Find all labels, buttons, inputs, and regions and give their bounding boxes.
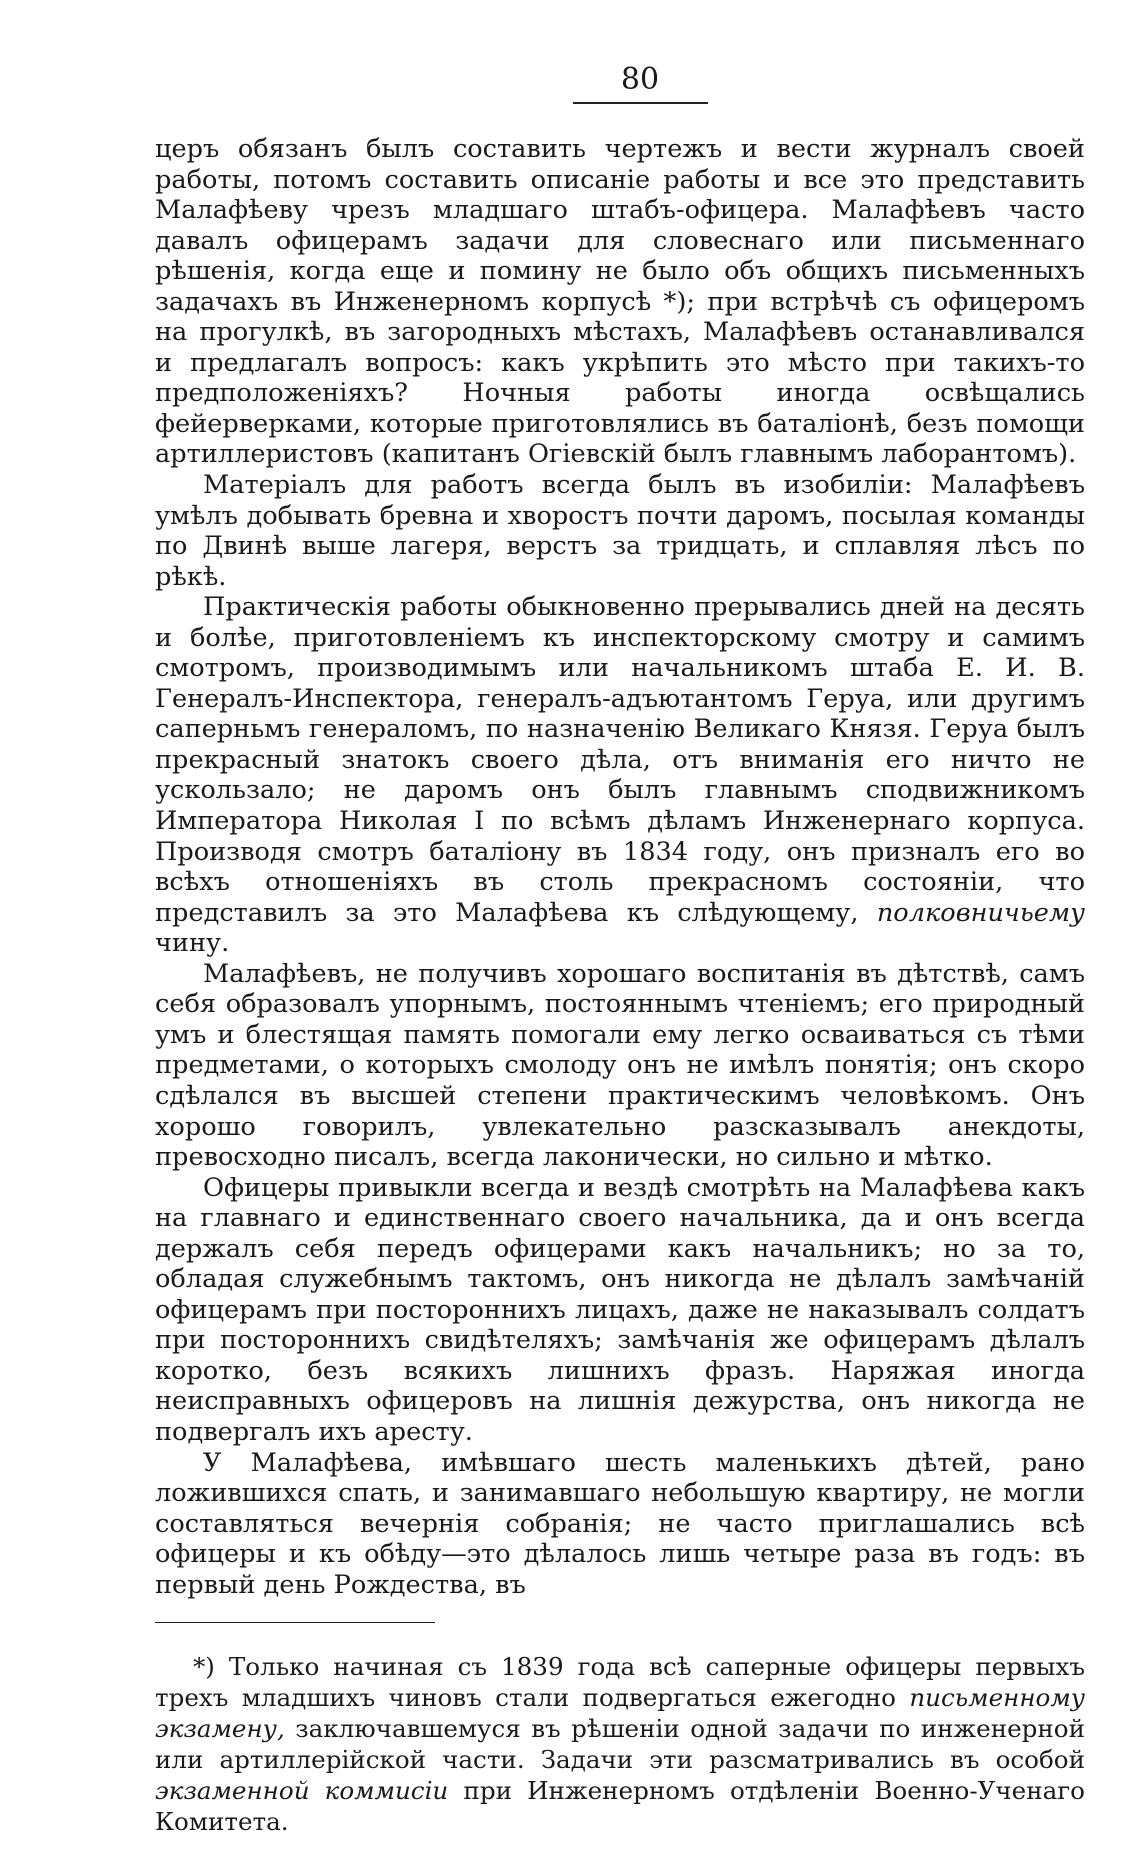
page-number-rule (573, 102, 708, 104)
paragraph-text: Практическія работы обыкновенно прерывались дней на десять и болѣе, приготовленіемъ къ инспекторскому смотру и самимъ смотромъ, производимымъ или начальникомъ штаба Е. И. В. Генералъ-Инспектора, генералъ-адъютантомъ Геруа, или другимъ саперньмъ генераломъ, по назначенію Великаго Князя. Геруа былъ прекрасный знатокъ своего дѣла, отъ вниманія его ничто не ускользало; не даромъ онъ былъ главнымъ сподвижникомъ Императора Николая I по всѣмъ дѣламъ Инженернаго корпуса. Производя смотръ баталіону въ 1834 году, онъ призналъ его во всѣхъ отношеніяхъ въ столь прекрасномъ состояніи, что представилъ за это Малафѣева къ слѣдующему, (155, 592, 1085, 928)
footnote (155, 1651, 1085, 1837)
italic-text: экзаменной коммисіи (155, 1776, 449, 1806)
italic-text: письменному экзамену, (155, 1683, 1085, 1744)
paragraph (155, 592, 1085, 959)
book-page (155, 60, 1085, 1837)
paragraph (155, 1173, 1085, 1448)
paragraph-text: У Малафѣева, имѣвшаго шесть маленькихъ дѣтей, рано ложившихся спать, и занимавшаго небольшую квартиру, не могли составляться вечернія собранія; не часто приглашались всѣ офицеры и къ обѣду—это дѣлалось лишь четыре раза въ годъ: въ первый день Рождества, въ (155, 1447, 1085, 1600)
paragraph-text: Матеріалъ для работъ всегда былъ въ изобиліи: Малафѣевъ умѣлъ добывать бревна и хворостъ почти даромъ, посылая команды по Двинѣ выше лагеря, верстъ за тридцать, и сплавляя лѣсъ по рѣкѣ. (155, 470, 1085, 592)
footnote-text: заключавшемуся въ рѣшеніи одной задачи по инженерной или артиллерійской части. Задачи эти разсматривались въ особой (155, 1714, 1085, 1775)
footnote-text: *) Только начиная съ 1839 года всѣ саперные офицеры первыхъ трехъ младшихъ чиновъ стали подвергаться ежегодно (155, 1652, 1085, 1713)
paragraph-text: Малафѣевъ, не получивъ хорошаго воспитанія въ дѣтствѣ, самъ себя образовалъ упорнымъ, постояннымъ чтеніемъ; его природный умъ и блестящая память помогали ему легко осваиваться съ тѣми предметами, о которыхъ смолоду онъ не имѣлъ понятія; онъ скоро сдѣлался въ высшей степени практическимъ человѣкомъ. Онъ хорошо говорилъ, увлекательно разсказывалъ анекдоты, превосходно писалъ, всегда лаконически, но сильно и мѣтко. (155, 958, 1085, 1173)
body-text (155, 134, 1085, 1600)
footnote-separator (155, 1622, 435, 1623)
paragraph (155, 959, 1085, 1173)
paragraph (155, 134, 1085, 470)
page-number: 80 (620, 62, 660, 97)
paragraph (155, 470, 1085, 592)
italic-text: полковничьему (876, 897, 1085, 928)
paragraph-text: церъ обязанъ былъ составить чертежъ и вести журналъ своей работы, потомъ составить описаніе работы и все это представить Малафѣеву чрезъ младшаго штабъ-офицера. Малафѣевъ часто давалъ офицерамъ задачи для словеснаго или письменнаго рѣшенія, когда еще и помину не было объ общихъ письменныхъ задачахъ въ Инженерномъ корпусѣ *); при встрѣчѣ съ офицеромъ на прогулкѣ, въ загородныхъ мѣстахъ, Малафѣевъ останавливался и предлагалъ вопросъ: какъ укрѣпить это мѣсто при такихъ-то предположеніяхъ? Ночныя работы иногда освѣщались фейерверками, которые приготовлялись въ баталіонѣ, безъ помощи артиллеристовъ (капитанъ Огіевскій былъ главнымъ лаборантомъ). (155, 134, 1085, 470)
paragraph (155, 1448, 1085, 1601)
paragraph-text: Офицеры привыкли всегда и вездѣ смотрѣть на Малафѣева какъ на главнаго и единственнаго своего начальника, да и онъ всегда держалъ себя передъ офицерами какъ начальникъ; но за то, обладая служебнымъ тактомъ, онъ никогда не дѣлалъ замѣчаній офицерамъ при постороннихъ лицахъ, даже не наказывалъ солдатъ при постороннихъ свидѣтеляхъ; замѣчанія же офицерамъ дѣлалъ коротко, безъ всякихъ лишнихъ фразъ. Наряжая иногда неисправныхъ офицеровъ на лишнія дежурства, онъ никогда не подвергалъ ихъ аресту. (155, 1172, 1085, 1447)
paragraph-text: чину. (155, 928, 230, 959)
footnote-text: при Инженерномъ отдѣленіи Военно-Ученаго Комитета. (155, 1776, 1085, 1837)
